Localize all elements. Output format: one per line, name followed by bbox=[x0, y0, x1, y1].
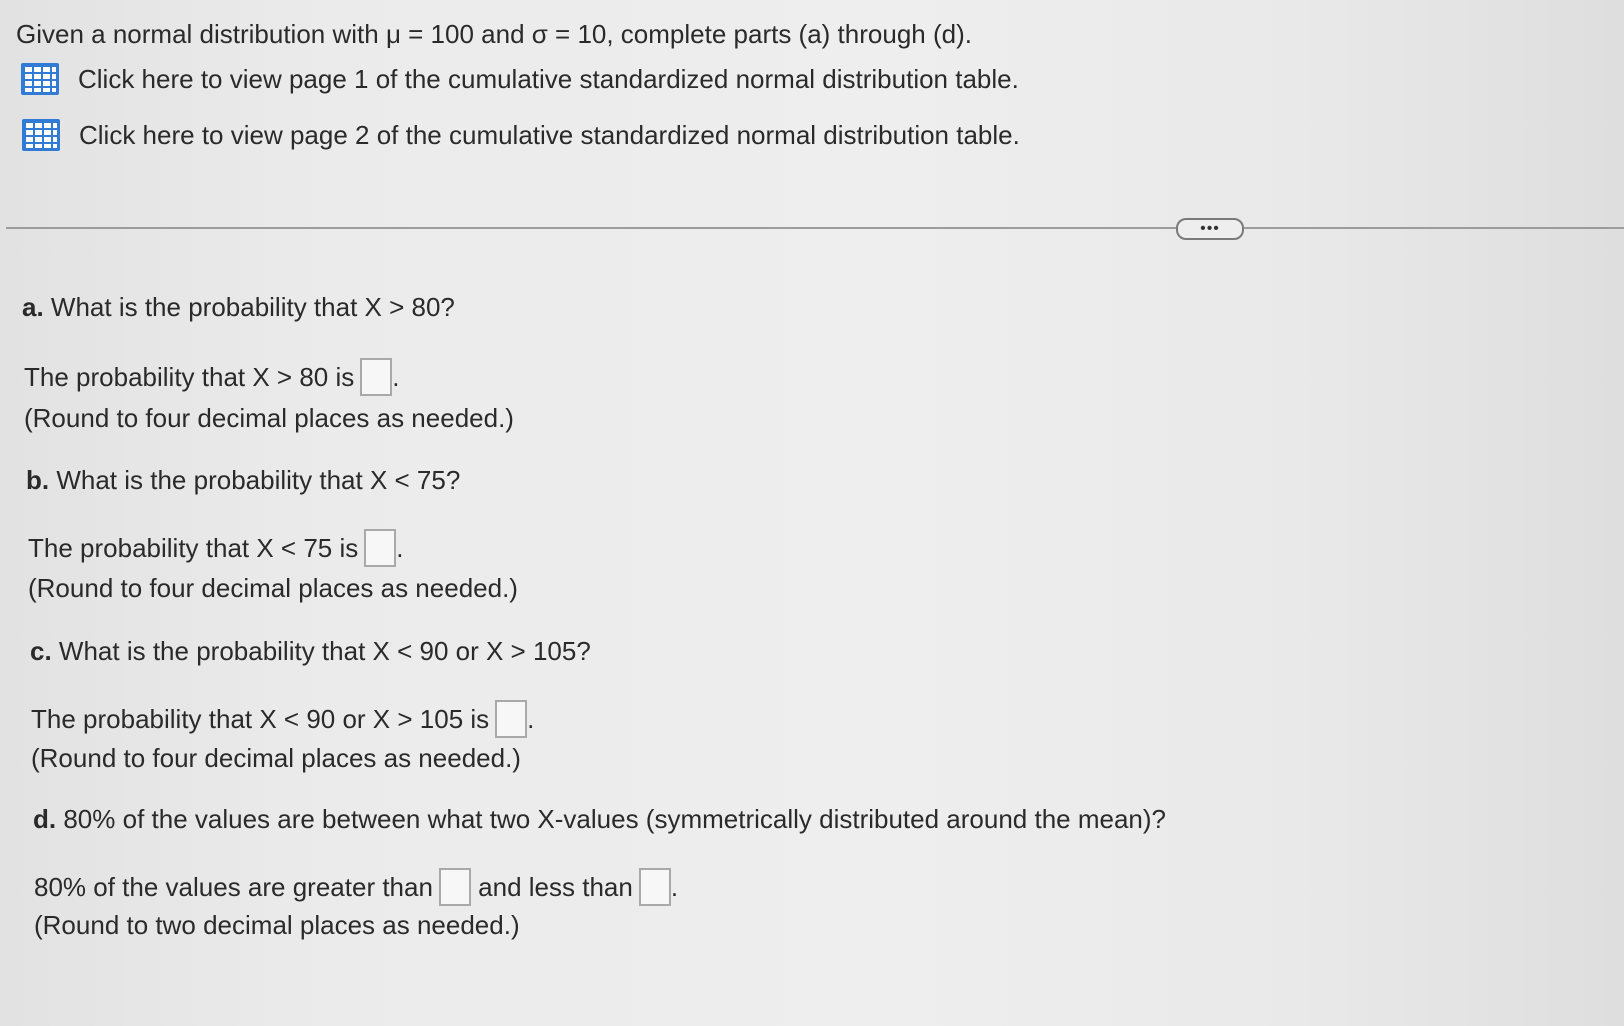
part-c-rounding-note: (Round to four decimal places as needed.) bbox=[31, 743, 521, 773]
part-d-lower-input[interactable] bbox=[439, 868, 471, 906]
part-c-answer-input[interactable] bbox=[495, 700, 527, 738]
table-page-2-link[interactable] bbox=[21, 118, 1020, 152]
table-grid-icon bbox=[20, 62, 60, 96]
part-a-answer-prefix: The probability that X > 80 is bbox=[24, 361, 355, 392]
part-d-answer-prefix: 80% of the values are greater than bbox=[34, 871, 433, 902]
part-b-answer-input[interactable] bbox=[364, 529, 396, 567]
part-a-question-text: What is the probability that X > 80? bbox=[50, 292, 455, 322]
table-page-1-link-label[interactable]: Click here to view page 1 of the cumulative standardized normal distribution table. bbox=[78, 63, 1019, 94]
table-page-2-link-label[interactable]: Click here to view page 2 of the cumulative standardized normal distribution table. bbox=[79, 119, 1020, 150]
part-b-letter: b. bbox=[26, 465, 50, 495]
part-d-rounding-note: (Round to two decimal places as needed.) bbox=[34, 910, 520, 940]
part-c-question bbox=[30, 636, 591, 666]
part-c-question-text: What is the probability that X < 90 or X > 105? bbox=[58, 636, 591, 666]
part-b-answer-prefix: The probability that X < 75 is bbox=[28, 532, 359, 563]
part-a-rounding-note: (Round to four decimal places as needed.) bbox=[24, 403, 514, 433]
more-options-button[interactable]: ••• bbox=[1176, 218, 1244, 240]
part-d-question bbox=[33, 804, 1166, 834]
section-divider bbox=[6, 227, 1624, 229]
part-d-question-text: 80% of the values are between what two X-values (symmetrically distributed around the mean)? bbox=[63, 804, 1167, 834]
part-c-answer-suffix: . bbox=[527, 703, 535, 734]
part-b-question bbox=[26, 465, 460, 495]
table-page-1-link[interactable] bbox=[20, 62, 1019, 96]
part-b-question-text: What is the probability that X < 75? bbox=[56, 465, 461, 495]
part-d-letter: d. bbox=[33, 804, 57, 834]
problem-intro: Given a normal distribution with μ = 100 and σ = 10, complete parts (a) through (d). bbox=[16, 19, 972, 49]
part-b-answer-suffix: . bbox=[396, 532, 404, 563]
part-c-answer-prefix: The probability that X < 90 or X > 105 is bbox=[31, 703, 490, 734]
part-d-answer-row bbox=[34, 870, 678, 908]
table-grid-icon bbox=[21, 118, 61, 152]
part-d-answer-suffix: . bbox=[670, 871, 679, 902]
part-a-question bbox=[22, 292, 455, 322]
part-b-answer-row bbox=[28, 531, 403, 569]
part-a-answer-suffix: . bbox=[392, 361, 400, 392]
part-c-answer-row bbox=[31, 702, 534, 740]
part-d-answer-middle: and less than bbox=[478, 871, 633, 902]
part-d-upper-input[interactable] bbox=[639, 868, 671, 906]
part-c-letter: c. bbox=[30, 636, 52, 666]
part-b-rounding-note: (Round to four decimal places as needed.) bbox=[28, 573, 518, 603]
part-a-answer-input[interactable] bbox=[360, 358, 392, 396]
part-a-answer-row bbox=[24, 360, 399, 398]
part-a-letter: a. bbox=[22, 292, 44, 322]
